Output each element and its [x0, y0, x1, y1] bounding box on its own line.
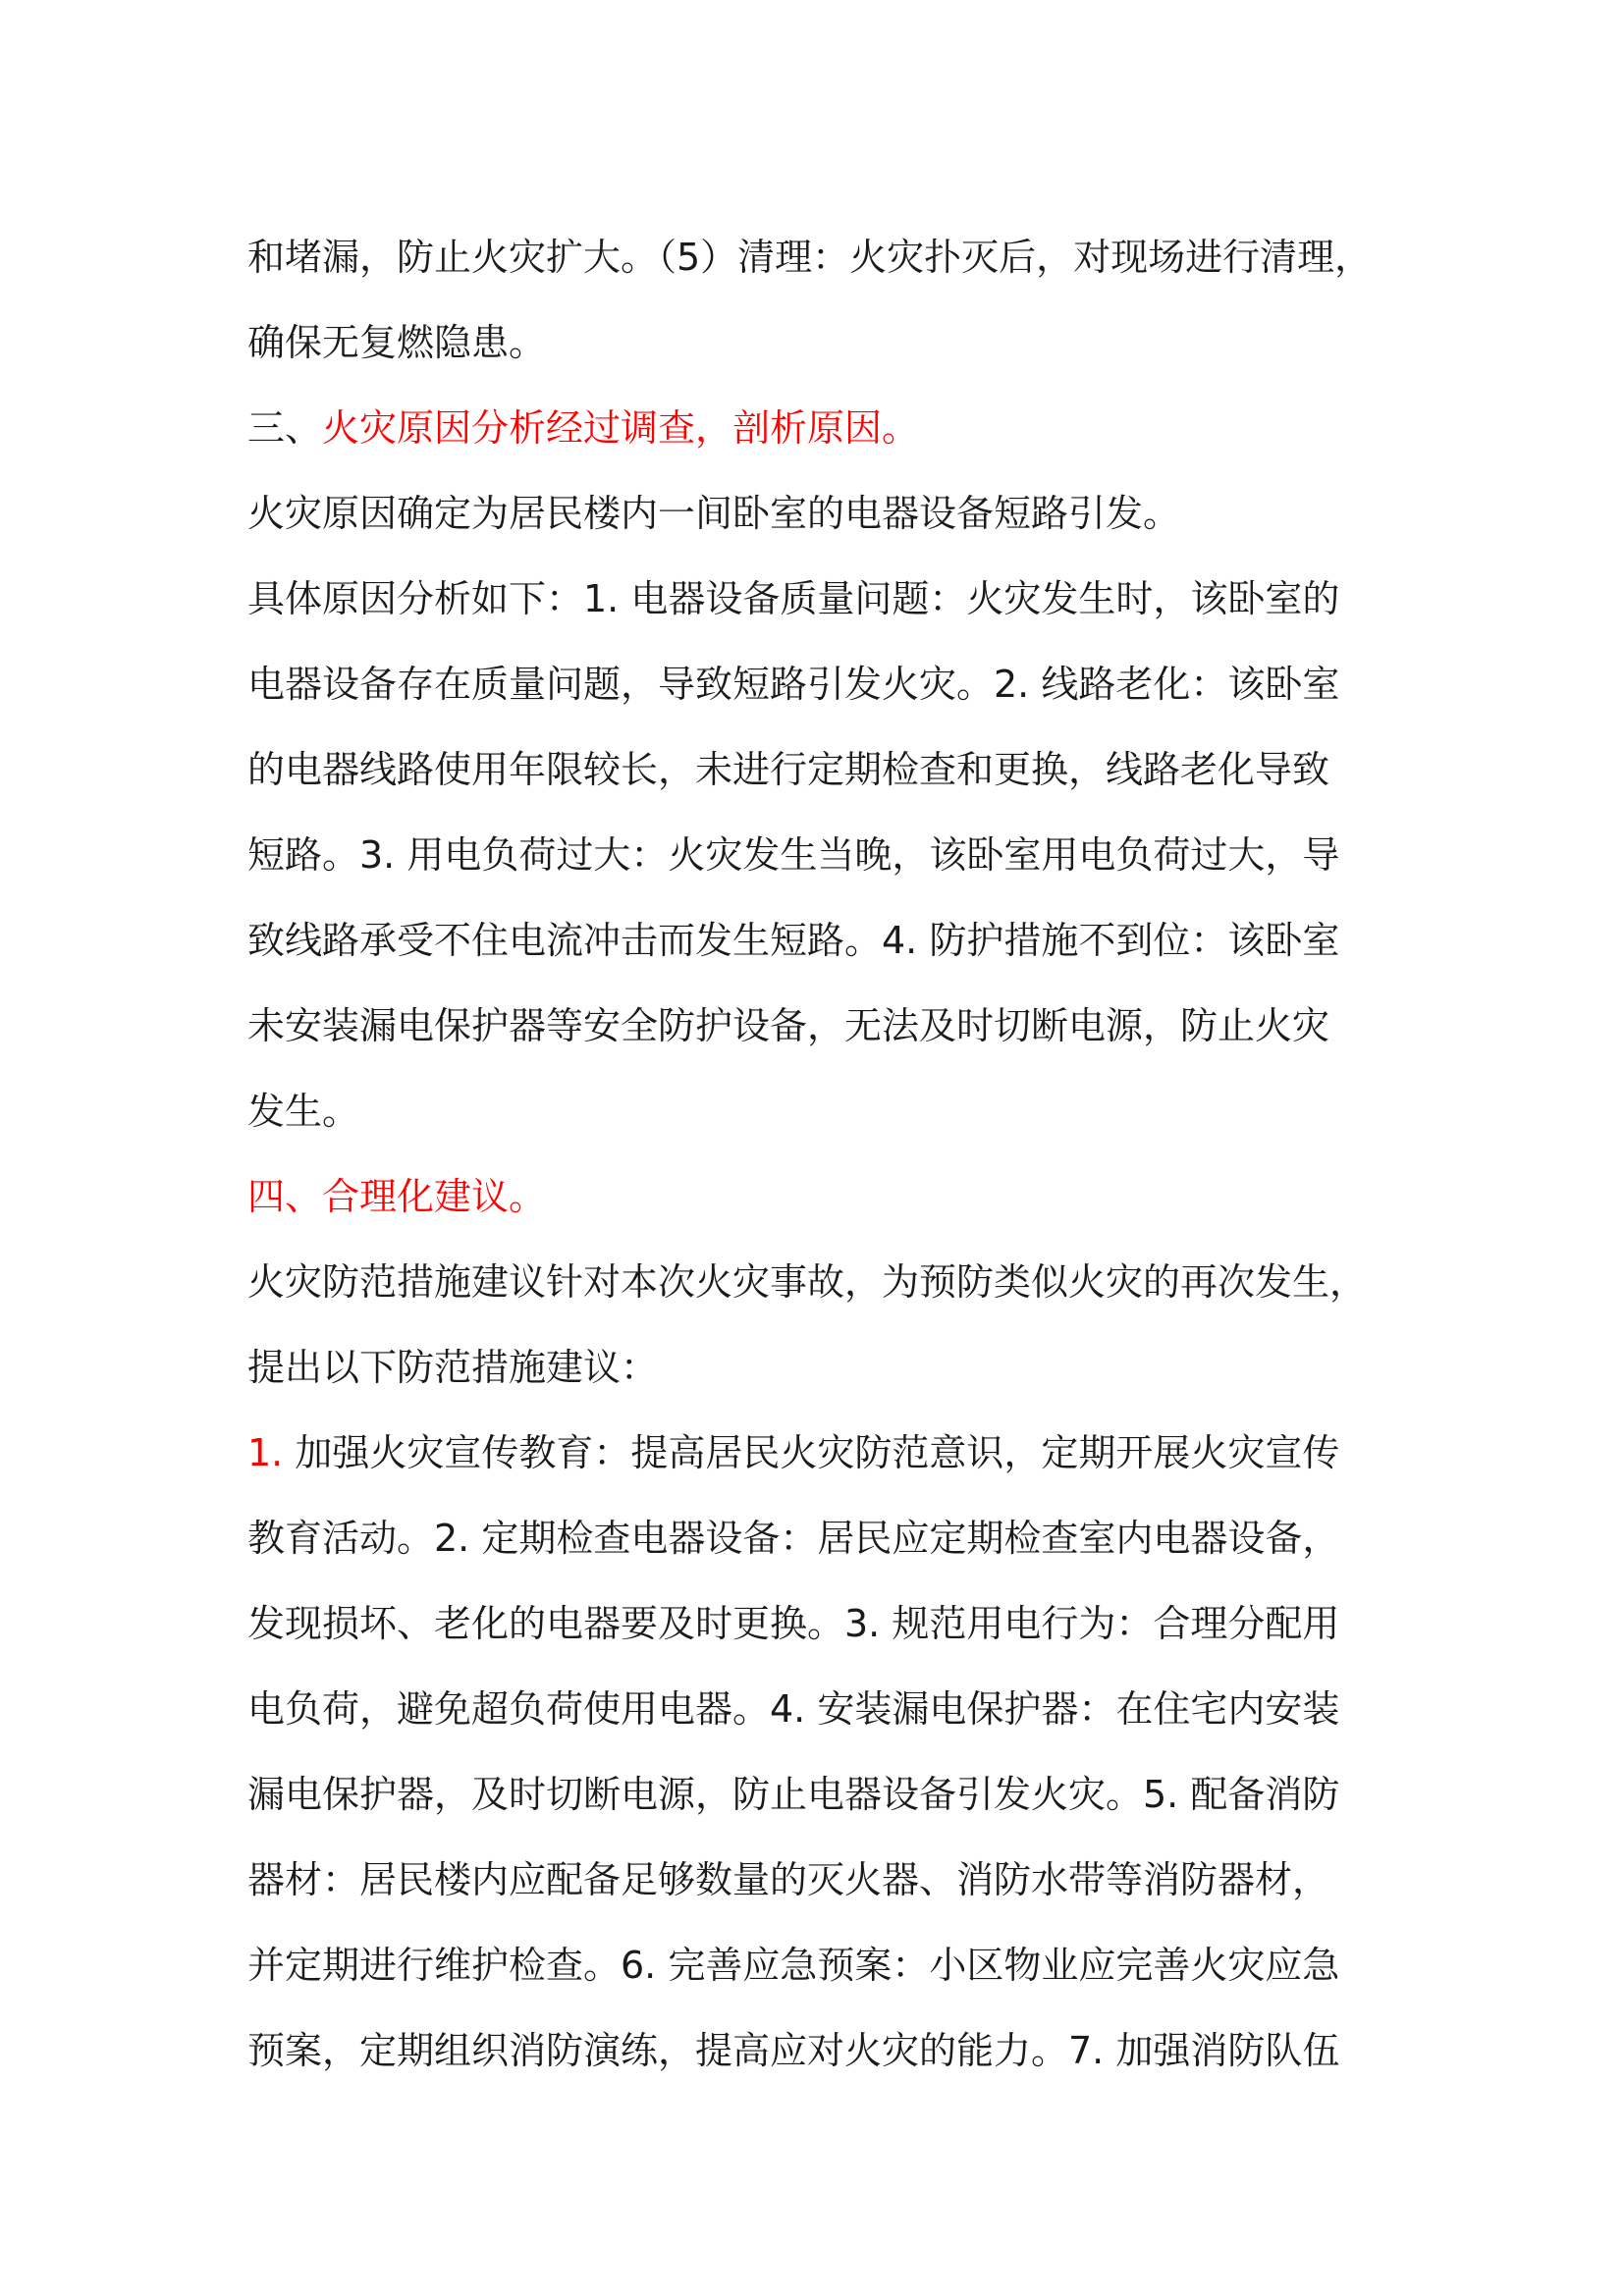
text-line — [247, 1240, 1426, 1325]
text-line — [247, 1496, 1426, 1581]
text-line — [247, 1667, 1426, 1752]
text-line — [247, 1069, 1426, 1154]
body-text: 和堵漏，防止火灾扩大。（5）清理：火灾扑灭后，对现场进行清理， — [247, 236, 1373, 279]
text-line — [247, 300, 1426, 386]
body-text: 发生。 — [247, 1090, 360, 1133]
body-text: 火灾防范措施建议针对本次火灾事故，为预防类似火灾的再次发生， — [247, 1260, 1368, 1304]
text-line — [247, 1325, 1426, 1411]
text-line — [247, 898, 1426, 984]
body-text: 三、 — [247, 406, 323, 450]
body-text: 具体原因分析如下：1. 电器设备质量问题：火灾发生时，该卧室的 — [247, 577, 1340, 620]
text-line — [247, 557, 1426, 642]
highlighted-text: 四、合理化建议。 — [247, 1175, 547, 1218]
text-line — [247, 1411, 1426, 1496]
body-text: 教育活动。2. 定期检查电器设备：居民应定期检查室内电器设备， — [247, 1517, 1340, 1560]
body-text: 短路。3. 用电负荷过大：火灾发生当晚，该卧室用电负荷过大，导 — [247, 833, 1340, 877]
body-text: 的电器线路使用年限较长，未进行定期检查和更换，线路老化导致 — [247, 748, 1330, 791]
text-line — [247, 813, 1426, 898]
body-text: 电器设备存在质量问题，导致短路引发火灾。2. 线路老化：该卧室 — [247, 663, 1340, 706]
text-line — [247, 2008, 1426, 2094]
body-text: 并定期进行维护检查。6. 完善应急预案：小区物业应完善火灾应急 — [247, 1944, 1340, 1987]
text-line — [247, 471, 1426, 557]
text-line — [247, 1838, 1426, 1923]
text-line — [247, 727, 1426, 813]
highlighted-text: 1. — [247, 1431, 284, 1474]
highlighted-text: 火灾原因分析经过调查，剖析原因。 — [322, 406, 920, 450]
body-text: 加强火灾宣传教育：提高居民火灾防范意识，定期开展火灾宣传 — [283, 1431, 1340, 1474]
document-body — [247, 215, 1426, 2094]
body-text: 预案，定期组织消防演练，提高应对火灾的能力。7. 加强消防队伍 — [247, 2029, 1340, 2072]
text-line — [247, 1752, 1426, 1838]
body-text: 器材：居民楼内应配备足够数量的灭火器、消防水带等消防器材， — [247, 1858, 1330, 1901]
body-text: 电负荷，避免超负荷使用电器。4. 安装漏电保护器：在住宅内安装 — [247, 1687, 1340, 1731]
body-text: 致线路承受不住电流冲击而发生短路。4. 防护措施不到位：该卧室 — [247, 919, 1340, 962]
body-text: 未安装漏电保护器等安全防护设备，无法及时切断电源，防止火灾 — [247, 1004, 1330, 1047]
text-line — [247, 984, 1426, 1069]
text-line — [247, 1923, 1426, 2008]
body-text: 提出以下防范措施建议： — [247, 1346, 659, 1389]
text-line — [247, 215, 1426, 300]
text-line — [247, 1154, 1426, 1240]
text-line — [247, 642, 1426, 727]
body-text: 漏电保护器，及时切断电源，防止电器设备引发火灾。5. 配备消防 — [247, 1773, 1340, 1816]
body-text: 火灾原因确定为居民楼内一间卧室的电器设备短路引发。 — [247, 492, 1181, 535]
body-text: 确保无复燃隐患。 — [247, 321, 547, 364]
text-line — [247, 1581, 1426, 1667]
body-text: 发现损坏、老化的电器要及时更换。3. 规范用电行为：合理分配用 — [247, 1602, 1340, 1645]
text-line — [247, 386, 1426, 471]
